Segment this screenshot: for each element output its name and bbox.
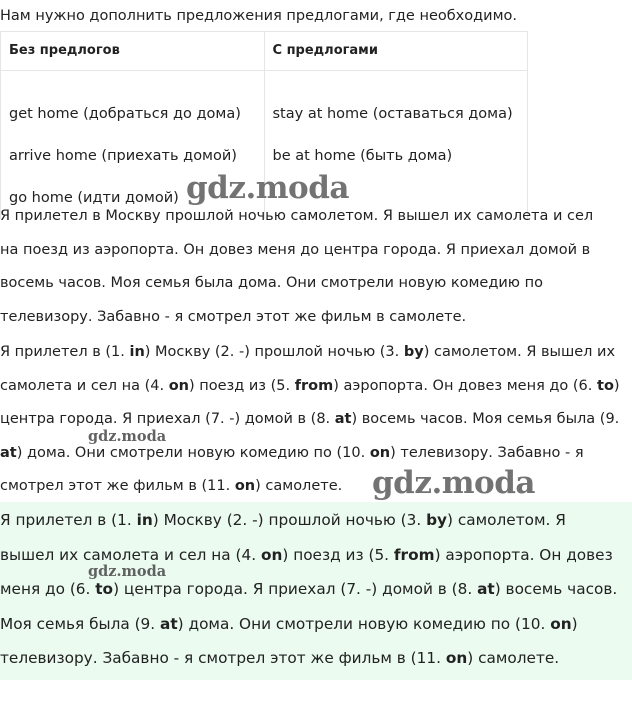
answer-6: to (95, 580, 114, 598)
text-line: Я прилетел в Москву прошлой ночью самолетом. Я вышел их самолета и сел (0, 208, 594, 224)
highlighted-answer-text (0, 503, 617, 676)
watermark: gdz.moda (88, 563, 167, 580)
table-header-without: Без предлогов (1, 32, 265, 71)
table-header-with: С предлогами (264, 32, 528, 71)
answer-10: on (369, 444, 391, 461)
text-line: Я прилетел в (1. in) Москву (2. -) прошлой ночью (3. by) самолетом. Я (0, 511, 566, 529)
table-cell: stay at home (оставаться дома) (264, 71, 528, 136)
answer-4: on (260, 545, 283, 564)
text-line: смотрел этот же фильм в (11. on) самолете. (0, 478, 343, 494)
answer-8: at (334, 411, 352, 427)
answer-5: from (393, 545, 435, 564)
table-cell: arrive home (приехать домой) (1, 135, 265, 177)
answer-4: on (168, 377, 189, 394)
answer-10: on (550, 614, 572, 633)
answer-11: on (234, 478, 256, 494)
text-line: телевизору. Забавно - я смотрел этот же фильм в (11. on) самолете. (0, 649, 560, 667)
table-cell: be at home (быть дома) (264, 135, 528, 177)
answer-9: at (0, 444, 17, 461)
text-line: at) дома. Они смотрели новую комедию по (10. on) телевизору. Забавно - я (0, 444, 584, 461)
text-line: центра города. Я приехал (7. -) домой в (8. at) восемь часов. Моя семья была (9. (0, 411, 620, 427)
text-line: телевизору. Забавно - я смотрел этот же фильм в самолете. (0, 308, 467, 325)
text-line: вышел их самолета и сел на (4. on) поезд из (5. from) аэропорта. Он довез (0, 545, 613, 564)
answer-8: at (477, 580, 495, 598)
original-text (0, 200, 593, 334)
watermark: gdz.moda (372, 465, 535, 501)
answer-3: by (403, 344, 424, 360)
answer-6: to (597, 377, 614, 394)
watermark: gdz.moda (88, 428, 167, 445)
text-line: Я прилетел в (1. in) Москву (2. -) прошлой ночью (3. by) самолетом. Я вышел их (0, 344, 616, 360)
answer-3: by (426, 511, 447, 529)
text-line: восемь часов. Моя семья была дома. Они смотрели новую комедию по (0, 275, 543, 291)
answer-1: in (129, 344, 145, 360)
table-cell: go home (идти домой) (1, 177, 265, 219)
answer-5: from (294, 377, 334, 394)
text-line: меня до (6. to) центра города. Я приехал (7. -) домой в (8. at) восемь часов. (0, 580, 618, 598)
answer-9: at (160, 614, 178, 633)
answer-11: on (445, 649, 468, 667)
text-line: Моя семья была (9. at) дома. Они смотрели новую комедию по (10. on) (0, 614, 578, 633)
table-cell: get home (добраться до дома) (1, 71, 265, 136)
task-instruction: Нам нужно дополнить предложения предлогами, где необходимо. (0, 8, 517, 24)
text-line: на поезд из аэропорта. Он довез меня до центра города. Я приехал домой в (0, 241, 591, 258)
table-row (1, 71, 528, 136)
watermark: gdz.moda (186, 170, 349, 206)
text-line: самолета и сел на (4. on) поезд из (5. from) аэропорта. Он довез меня до (6. to) (0, 377, 620, 394)
answer-1: in (136, 511, 153, 529)
